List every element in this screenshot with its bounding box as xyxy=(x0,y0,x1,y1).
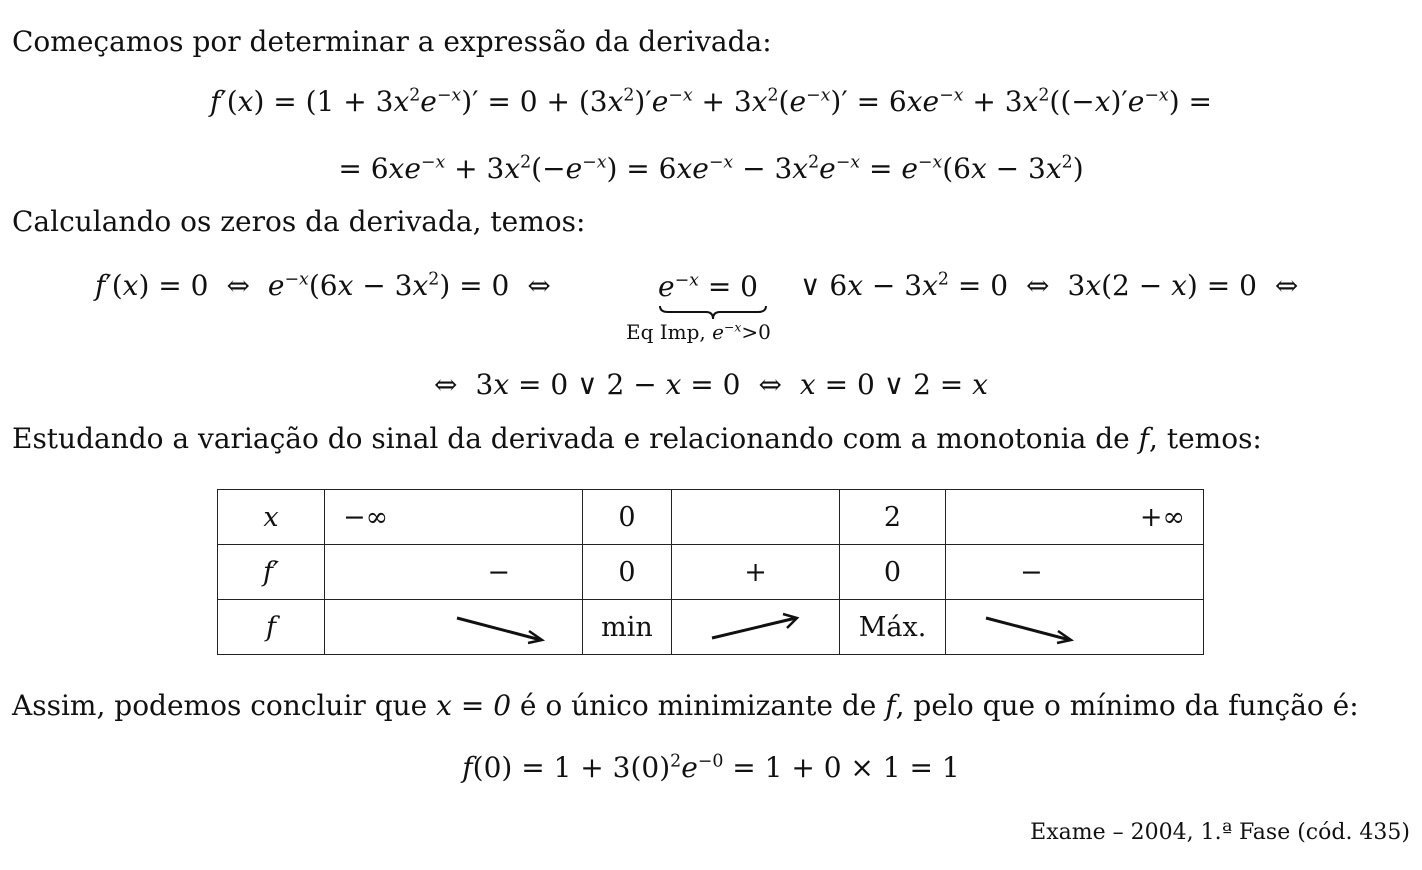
sign-study-text: Estudando a variação do sinal da derivada e relacionando com a monotonia de f, temos: xyxy=(12,422,1262,455)
table-row-x xyxy=(218,490,1204,545)
table-cell-fprime-zero-1: 0 xyxy=(583,545,672,600)
zeros-equation-left: f′(x) = 0 ⇔ $e^{-x}(6x - 3x^2) = 0$ ⇔ xyxy=(95,269,551,302)
table-cell-sign-negative-2: − xyxy=(946,545,1204,600)
exam-source-reference: Exame – 2004, 1.ª Fase (cód. 435) xyxy=(1030,820,1410,845)
table-cell-max: Máx. xyxy=(840,600,946,655)
derivative-equation-line-1: $f'(x) = (1 + 3x^2e^{-x})' = 0 + (3x^2)'e^{-x} + 3x^2(e^{-x})' = 6xe^{-x} + 3x^2((-x)'e^{-x})$ = xyxy=(209,85,1212,118)
table-cell-decreasing-2 xyxy=(946,600,1204,655)
table-cell-fprime-label: f′ xyxy=(218,545,325,600)
underbrace-label: Eq Imp, $e^{-x}>0$ xyxy=(626,319,771,344)
table-cell-plus-infinity: +∞ xyxy=(946,490,1204,545)
derivative-equation-line-2: = $6xe^{-x} + 3x^2(-e^{-x}) = 6xe^{-x} - 3x^2e^{-x} = e^{-x}(6x - 3x^2)$ xyxy=(338,152,1084,185)
table-cell-two: 2 xyxy=(840,490,946,545)
conclusion-text: Assim, podemos concluir que x = 0 é o único minimizante de f, pelo que o mínimo da função é: xyxy=(12,689,1359,722)
zeros-intro-text: Calculando os zeros da derivada, temos: xyxy=(12,205,586,238)
table-cell-minus-infinity: −∞ xyxy=(325,490,583,545)
table-cell-zero: 0 xyxy=(583,490,672,545)
table-row-fprime xyxy=(218,545,1204,600)
table-cell-f-label: f xyxy=(218,600,325,655)
table-cell-empty xyxy=(672,490,840,545)
arrow-down-right-icon xyxy=(453,610,549,646)
table-cell-fprime-zero-2: 0 xyxy=(840,545,946,600)
arrow-down-right-icon xyxy=(982,610,1078,646)
table-row-f xyxy=(218,600,1204,655)
table-cell-increasing xyxy=(672,600,840,655)
table-cell-decreasing-1 xyxy=(325,600,583,655)
zeros-equation-right: ∨ $6x - 3x^2 = 0$ ⇔ 3x(2 − x) = 0 ⇔ xyxy=(800,269,1299,302)
intro-text: Começamos por determinar a expressão da derivada: xyxy=(12,25,772,58)
sign-variation-table xyxy=(217,489,1204,655)
zeros-equation-line-2: ⇔ 3x = 0 ∨ 2 − x = 0 ⇔ x = 0 ∨ 2 = x xyxy=(434,368,988,401)
table-cell-sign-positive: + xyxy=(672,545,840,600)
table-cell-sign-negative-1: − xyxy=(325,545,583,600)
arrow-up-right-icon xyxy=(708,608,804,644)
underbrace-impossible-equation xyxy=(626,270,771,350)
minimum-value-equation: $f(0) = 1 + 3(0)^2e^{-0} = 1 + 0 \times 1 = 1$ xyxy=(462,751,960,784)
table-cell-min: min xyxy=(583,600,672,655)
underbrace-term: $e^{-x} = 0$ xyxy=(658,270,758,303)
table-cell-x-label: x xyxy=(218,490,325,545)
